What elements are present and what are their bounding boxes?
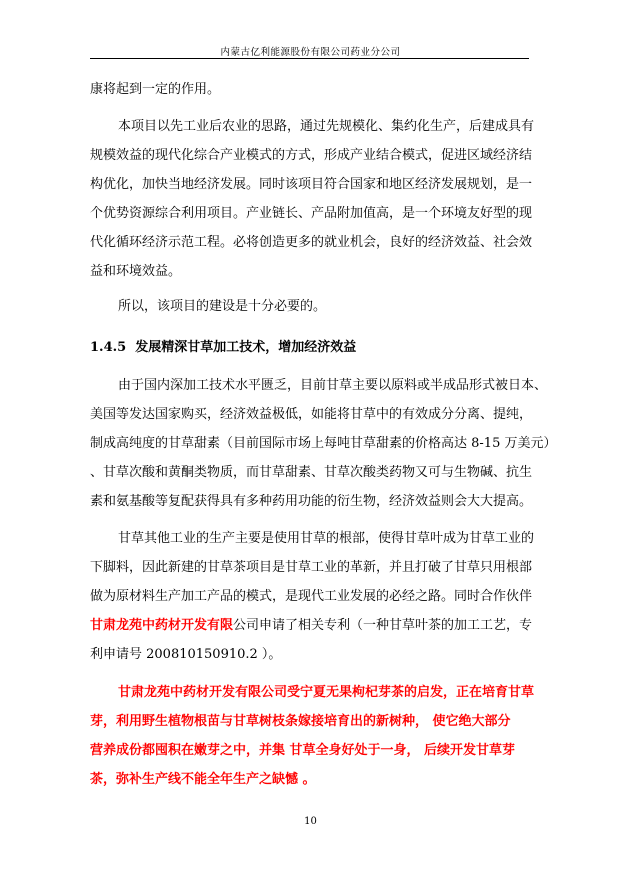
- body-line: 素和氨基酸等复配获得具有多种药用功能的衍生物，经济效益则会大大提高。: [90, 494, 533, 509]
- body-line: 利申请号 200810150910.2 ）。: [90, 647, 282, 662]
- body-line: 美国等发达国家购买，经济效益极低，如能将甘草中的有效成分分离、提纯，: [90, 407, 533, 422]
- highlight-line: 茶，弥补生产线不能全年生产之缺憾 。: [90, 772, 316, 787]
- body-line: 做为原材料生产加工产品的模式，是现代工业发展的必经之路。同时合作伙伴: [90, 589, 533, 604]
- body-line: [90, 618, 532, 634]
- running-header: 内蒙古亿利能源股份有限公司药业分公司: [220, 47, 401, 58]
- body-line: 构优化，加快当地经济发展。同时该项目符合国家和地区经济发展规划，是一: [90, 177, 533, 192]
- body-text: 公司申请了相关专利（一种甘草叶茶的加工工艺，专: [233, 618, 533, 633]
- body-line: 康将起到一定的作用。: [90, 82, 221, 97]
- highlight-line: 芽，利用野生植物根苗与甘草树枝条嫁接培育出的新树种， 使它绝大部分: [90, 714, 511, 729]
- partner-company-name: 甘肃龙苑中药材开发有限: [90, 618, 234, 633]
- body-line: 制成高纯度的甘草甜素（目前国际市场上每吨甘草甜素的价格高达 8-15 万美元）: [90, 436, 557, 451]
- section-title: 发展精深甘草加工技术，增加经济效益: [135, 340, 357, 355]
- body-line: 本项目以先工业后农业的思路，通过先规模化、集约化生产，后建成具有: [118, 119, 535, 134]
- body-line: 益和环境效益。: [90, 264, 182, 279]
- body-line: 所以，该项目的建设是十分必要的。: [118, 299, 327, 314]
- body-line: 代化循环经济示范工程。必将创造更多的就业机会，良好的经济效益、社会效: [90, 235, 533, 250]
- body-line: 个优势资源综合利用项目。产业链长、产品附加值高，是一个环境友好型的现: [90, 206, 533, 221]
- body-line: 、甘草次酸和黄酮类物质，而甘草甜素、甘草次酸类药物又可与生物碱、抗生: [90, 465, 533, 480]
- highlight-line: 营养成份都囤积在嫩芽之中，并集 甘草全身好处于一身， 后续开发甘草芽: [90, 743, 516, 758]
- section-heading: [90, 340, 356, 356]
- body-line: 规模效益的现代化综合产业模式的方式，形成产业结合模式，促进区域经济结: [90, 148, 533, 163]
- highlight-line: 甘肃龙苑中药材开发有限公司受宁夏无果枸杞芽茶的启发，正在培育甘草: [118, 685, 535, 700]
- section-number: 1.4.5: [90, 340, 127, 355]
- body-line: 下脚料，因此新建的甘草茶项目是甘草工业的革新，并且打破了甘草只用根部: [90, 560, 533, 575]
- header-divider: [90, 58, 529, 59]
- body-line: 由于国内深加工技术水平匮乏，目前甘草主要以原料或半成品形式被日本、: [118, 378, 548, 393]
- body-line: 甘草其他工业的生产主要是使用甘草的根部，使得甘草叶成为甘草工业的: [118, 531, 535, 546]
- page-number: 10: [304, 816, 317, 827]
